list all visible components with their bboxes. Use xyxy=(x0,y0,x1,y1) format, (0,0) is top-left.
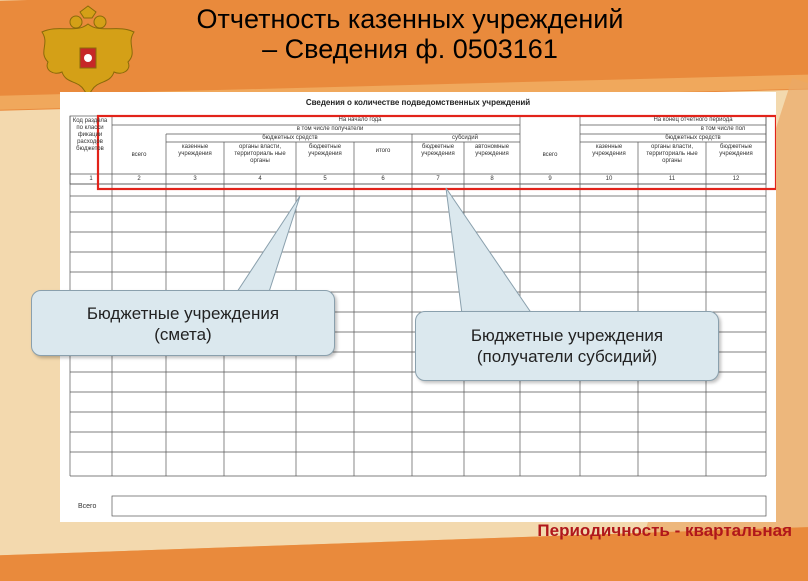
column-number: 10 xyxy=(605,176,613,182)
callout-smeta-line1: Бюджетные учреждения xyxy=(86,304,280,323)
column-number: 2 xyxy=(137,176,141,182)
title-line-1: Отчетность казенных учреждений xyxy=(196,4,624,34)
column-number: 12 xyxy=(732,176,740,182)
avtonomnye-header: автономные учреждения xyxy=(474,144,510,157)
column-number: 5 xyxy=(323,176,327,182)
total-header: всего xyxy=(131,152,147,158)
budzhetnye-header: бюджетные учреждения xyxy=(308,144,342,157)
callout-subsidies-line1: Бюджетные учреждения xyxy=(470,326,664,345)
subsidies-header: субсидий xyxy=(452,135,478,141)
form-heading: Сведения о количестве подведомственных учреждений xyxy=(305,98,531,107)
budget-funds-header: бюджетных средств xyxy=(262,135,318,141)
column-number: 3 xyxy=(193,176,197,182)
end-period-header: На конец отчетного периода xyxy=(653,117,733,123)
budzh-uchr-header: бюджетные учреждения xyxy=(421,144,455,157)
start-year-header: На начало года xyxy=(338,117,382,123)
column-number: 11 xyxy=(668,176,676,182)
column-number: 9 xyxy=(548,176,552,182)
callout-smeta-line2: (смета) xyxy=(154,325,212,344)
kazennye-header: казенные учреждения xyxy=(178,144,212,157)
callout-subsidies xyxy=(415,311,719,381)
organy-header: органы власти, территориаль ные органы xyxy=(234,144,286,164)
organy2-header: органы власти, территориаль ные органы xyxy=(646,144,698,164)
incl-part-header: в том числе пол xyxy=(700,126,746,132)
column-number: 8 xyxy=(490,176,494,182)
incl-recipients-header: в том числе получатели xyxy=(296,126,364,132)
itogo-header: итого xyxy=(375,148,391,154)
total-row-label: Всего xyxy=(78,503,97,510)
periodicity-label: Периодичность - квартальная xyxy=(537,521,792,540)
column-number: 4 xyxy=(258,176,262,182)
col-code-header: Код раздела по класси фикации расходов бюджетов xyxy=(72,118,108,152)
total2-header: всего xyxy=(542,152,558,158)
callout-subsidies-line2: (получатели субсидий) xyxy=(476,347,658,366)
title-line-2: – Сведения ф. 0503161 xyxy=(262,34,558,64)
budget-funds2-header: бюджетных средств xyxy=(665,135,721,141)
column-number: 1 xyxy=(89,176,93,182)
budzhetnye2-header: бюджетные учреждения xyxy=(719,144,753,157)
column-number: 7 xyxy=(436,176,440,182)
kazennye2-header: казенные учреждения xyxy=(592,144,626,157)
column-number: 6 xyxy=(381,176,385,182)
callout-smeta xyxy=(31,290,335,356)
slide-title xyxy=(150,4,670,64)
